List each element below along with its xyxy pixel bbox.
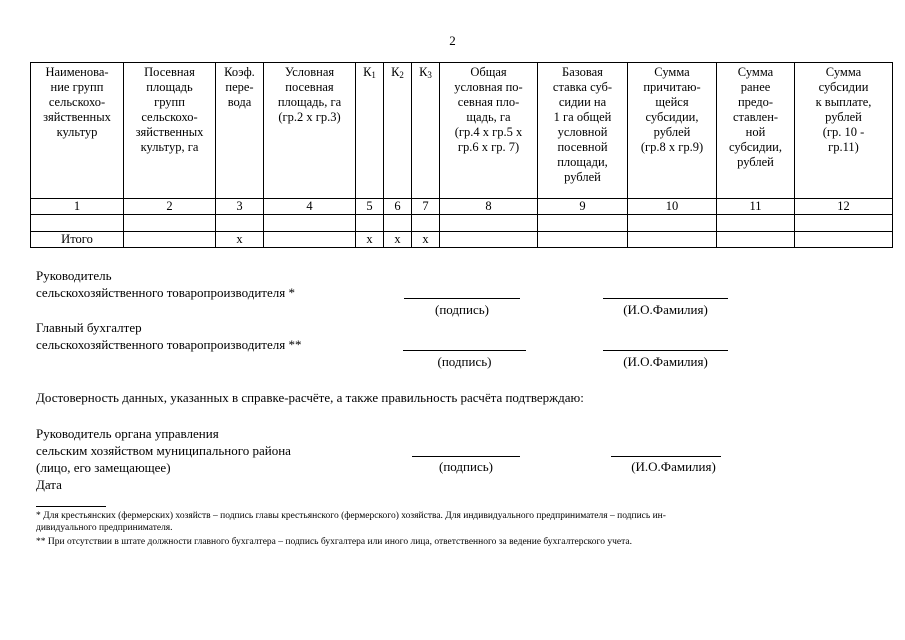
- confirmation-text: Достоверность данных, указанных в справке-расчёте, а также правильность расчёта подтверждаю:: [36, 390, 584, 405]
- table-cell[interactable]: [717, 215, 795, 232]
- header-cell: Условная посевная площадь, га (гр.2 х гр.3): [264, 63, 356, 199]
- accountant-name-line[interactable]: [603, 350, 728, 351]
- column-number: 11: [717, 199, 795, 215]
- total-cell[interactable]: [717, 232, 795, 248]
- head-name-caption: (И.О.Фамилия): [623, 302, 708, 317]
- footnote-1-line2: дивидуального предпринимателя.: [36, 523, 173, 533]
- column-number: 1: [31, 199, 124, 215]
- accountant-signature-caption: (подпись): [437, 354, 492, 369]
- total-label: Итого: [31, 232, 124, 248]
- head-name-line[interactable]: [603, 298, 728, 299]
- authority-name-caption: (И.О.Фамилия): [631, 459, 716, 474]
- table-cell[interactable]: [124, 215, 216, 232]
- head-title-line2: сельскохозяйственного товаропроизводителя *: [36, 285, 295, 300]
- header-cell: Посевная площадь групп сельскохо- зяйственных культур, га: [124, 63, 216, 199]
- column-number: 2: [124, 199, 216, 215]
- column-number: 9: [538, 199, 628, 215]
- total-cell[interactable]: [538, 232, 628, 248]
- authority-name-line[interactable]: [611, 456, 721, 457]
- table-cell[interactable]: [384, 215, 412, 232]
- authority-signature-caption: (подпись): [439, 459, 493, 474]
- column-number: 5: [356, 199, 384, 215]
- header-cell: Базовая ставка суб- сидии на 1 га общей условной посевной площади, рублей: [538, 63, 628, 199]
- footnote-2: ** При отсутствии в штате должности главного бухгалтера – подпись бухгалтера или иного лица, ответственного за ведение бухгалтерского учета.: [36, 537, 632, 547]
- total-cell: х: [384, 232, 412, 248]
- header-cell: Общая условная по- севная пло- щадь, га (гр.4 х гр.5 х гр.6 х гр. 7): [440, 63, 538, 199]
- head-signature-caption: (подпись): [435, 302, 489, 317]
- head-signature-line[interactable]: [404, 298, 520, 299]
- total-cell[interactable]: [628, 232, 717, 248]
- head-title-line1: Руководитель: [36, 268, 112, 283]
- table-cell[interactable]: [538, 215, 628, 232]
- table-header-row: [31, 63, 893, 199]
- total-cell[interactable]: [795, 232, 893, 248]
- total-cell[interactable]: [124, 232, 216, 248]
- authority-title-line2: сельским хозяйством муниципального района: [36, 443, 291, 458]
- header-cell: Сумма субсидии к выплате, рублей (гр. 10 - гр.11): [795, 63, 893, 199]
- authority-title-line3: (лицо, его замещающее): [36, 460, 171, 475]
- header-cell: Сумма причитаю- щейся субсидии, рублей (гр.8 х гр.9): [628, 63, 717, 199]
- table-cell[interactable]: [440, 215, 538, 232]
- table-cell[interactable]: [795, 215, 893, 232]
- header-cell: $К_2$: [384, 63, 412, 199]
- total-cell: х: [216, 232, 264, 248]
- accountant-signature-line[interactable]: [403, 350, 526, 351]
- accountant-title-line1: Главный бухгалтер: [36, 320, 142, 335]
- table-cell[interactable]: [356, 215, 384, 232]
- header-cell: Сумма ранее предо- ставлен- ной субсидии, рублей: [717, 63, 795, 199]
- footnote-1-line1: * Для крестьянских (фермерских) хозяйств – подпись главы крестьянского (фермерского) хозяйства. Для индивидуального предпринимателя – подпись ин-: [36, 511, 666, 521]
- column-number: 3: [216, 199, 264, 215]
- authority-title-line1: Руководитель органа управления: [36, 426, 219, 441]
- header-cell: $К_3$: [412, 63, 440, 199]
- table-row: [31, 215, 893, 232]
- column-number: 7: [412, 199, 440, 215]
- date-label: Дата: [36, 477, 62, 492]
- column-number: 6: [384, 199, 412, 215]
- header-cell: Коэф. пере- вода: [216, 63, 264, 199]
- total-cell[interactable]: [264, 232, 356, 248]
- header-cell: Наименова- ние групп сельскохо- зяйственных культур: [31, 63, 124, 199]
- column-number-row: [31, 199, 893, 215]
- column-number: 12: [795, 199, 893, 215]
- page-number: 2: [449, 33, 456, 48]
- table-cell[interactable]: [216, 215, 264, 232]
- table-cell[interactable]: [264, 215, 356, 232]
- total-cell: х: [356, 232, 384, 248]
- footnote-separator: [36, 506, 106, 507]
- table-cell[interactable]: [628, 215, 717, 232]
- column-number: 8: [440, 199, 538, 215]
- total-cell[interactable]: [440, 232, 538, 248]
- authority-signature-line[interactable]: [412, 456, 520, 457]
- column-number: 4: [264, 199, 356, 215]
- calculation-table: [30, 62, 893, 248]
- total-cell: х: [412, 232, 440, 248]
- table-cell[interactable]: [31, 215, 124, 232]
- accountant-title-line2: сельскохозяйственного товаропроизводителя **: [36, 337, 302, 352]
- total-row: [31, 232, 893, 248]
- table-cell[interactable]: [412, 215, 440, 232]
- header-cell: $К_1$: [356, 63, 384, 199]
- accountant-name-caption: (И.О.Фамилия): [623, 354, 708, 369]
- column-number: 10: [628, 199, 717, 215]
